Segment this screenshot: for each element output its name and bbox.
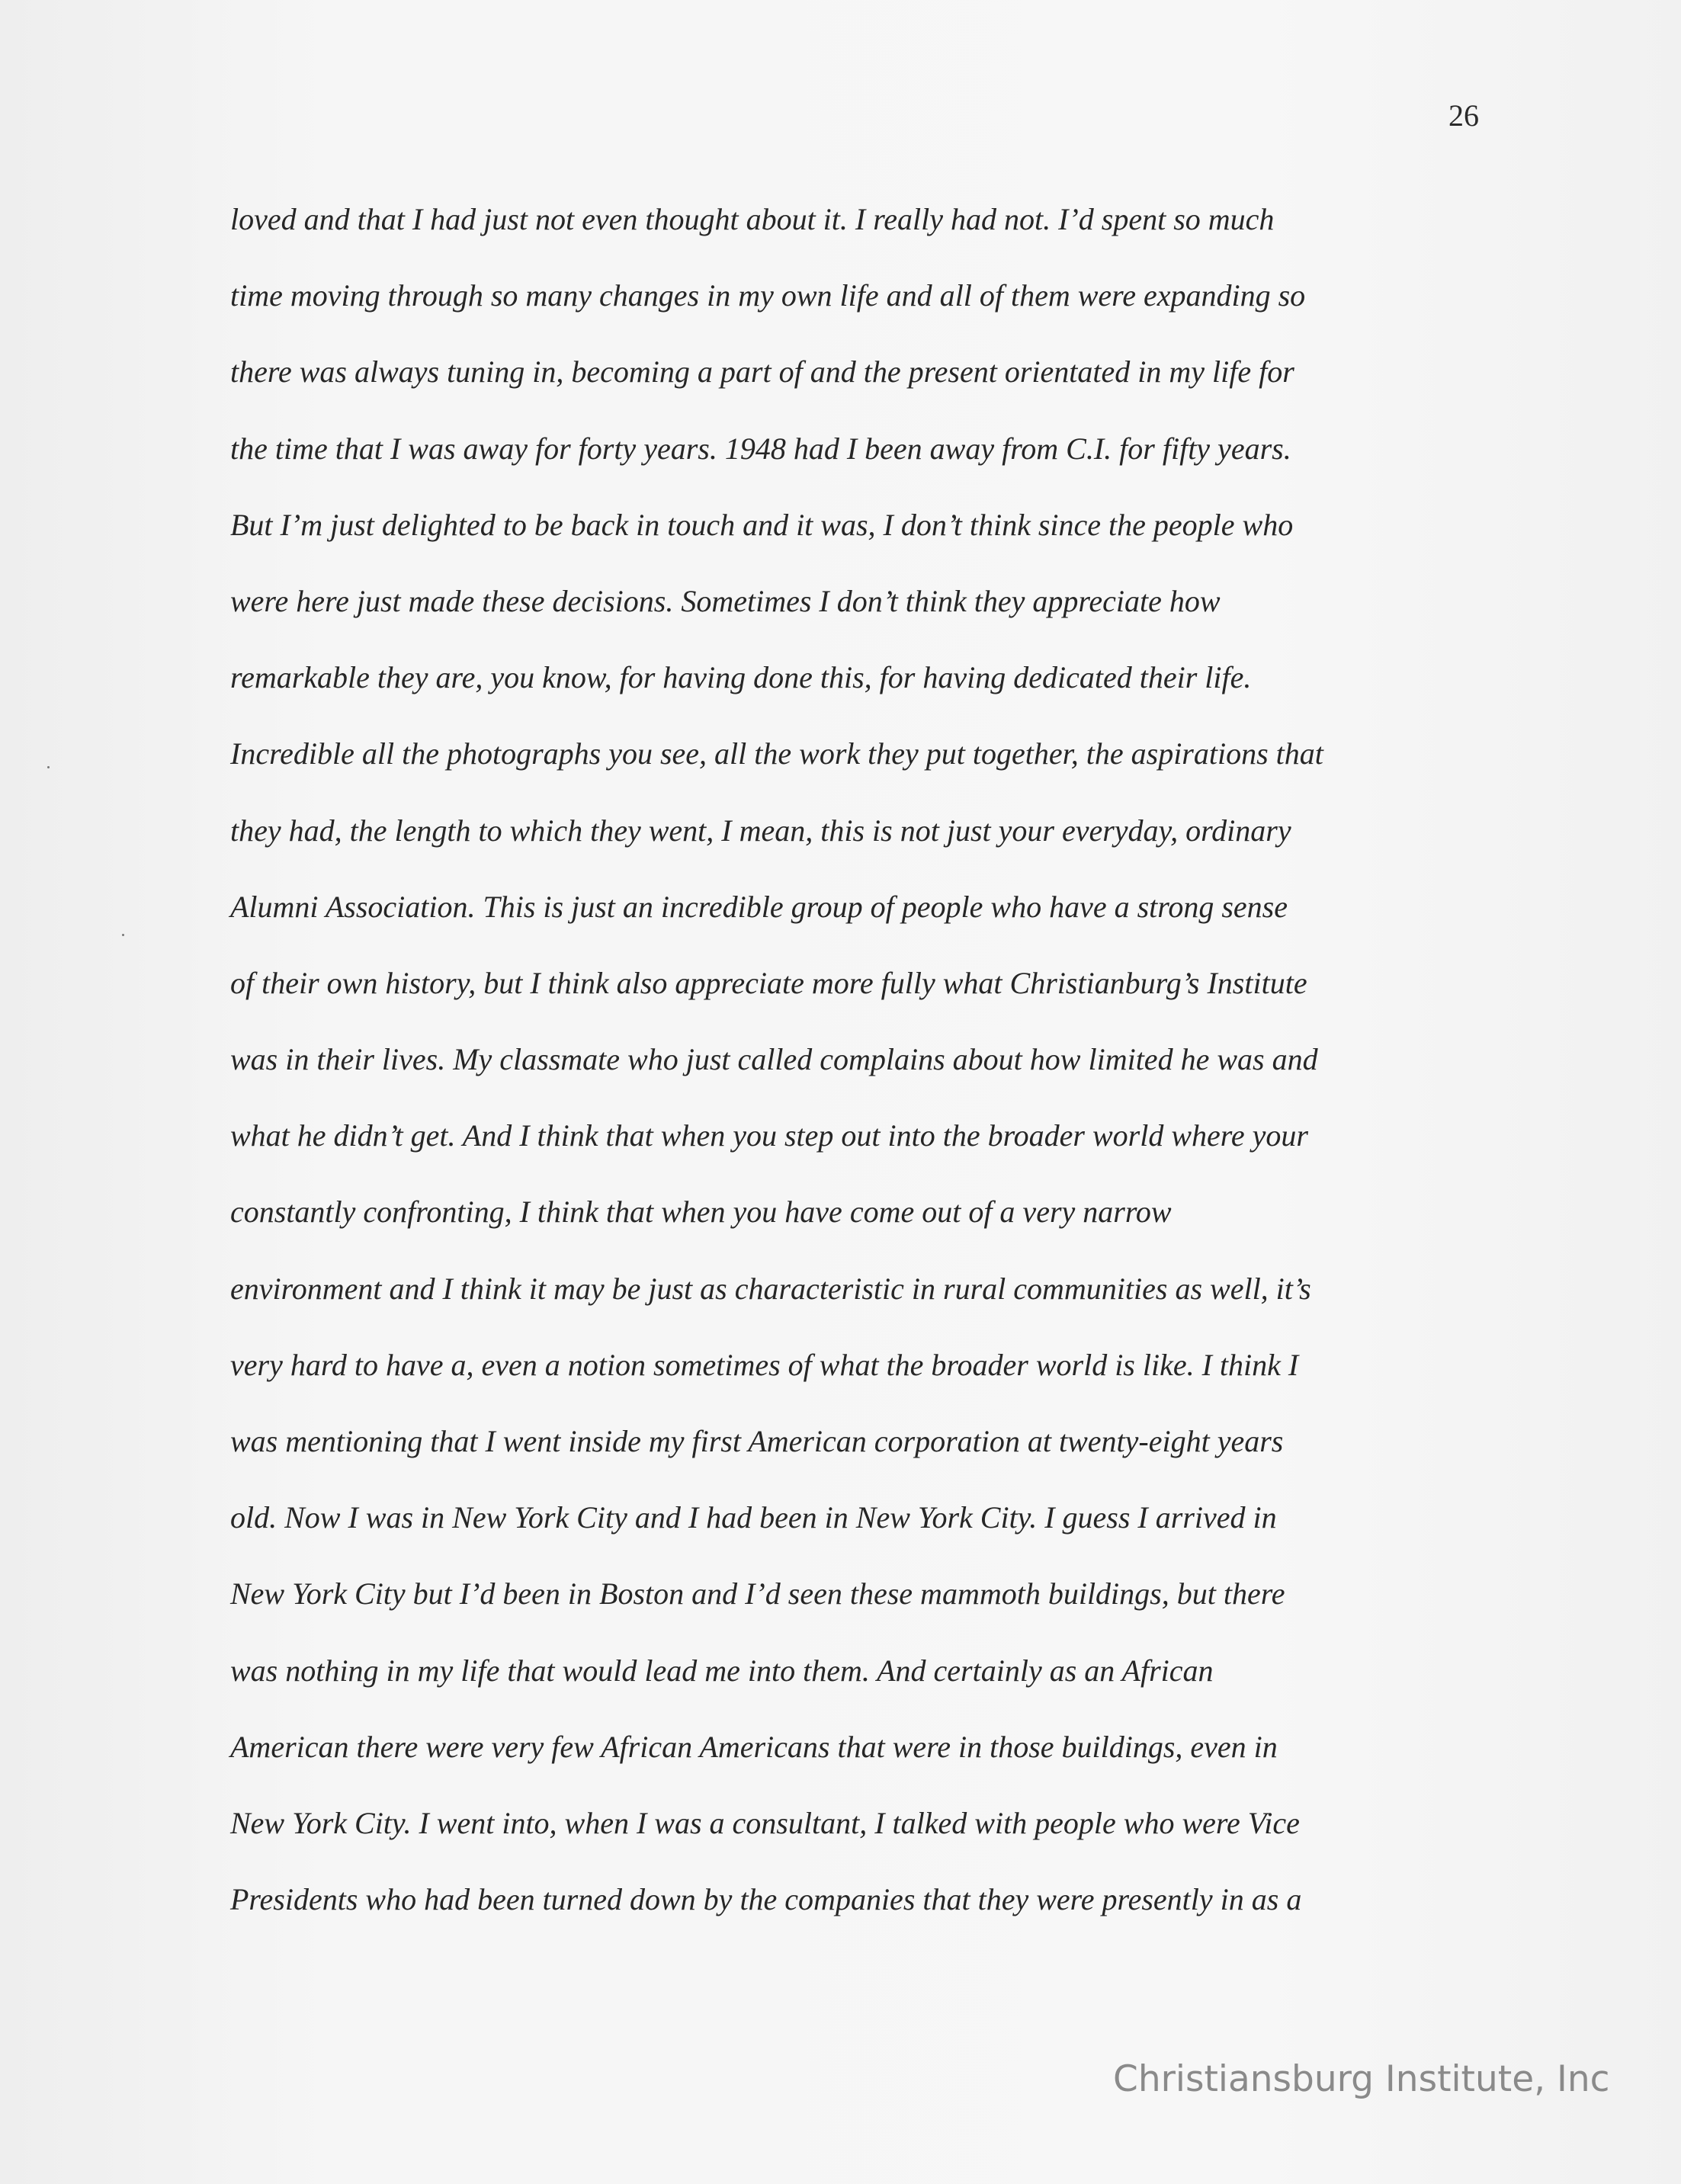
text-line: was nothing in my life that would lead me into them. And certainly as an African <box>230 1653 1214 1688</box>
text-line: was in their lives. My classmate who just called complains about how limited he was and <box>230 1042 1318 1077</box>
text-line: there was always tuning in, becoming a part of and the present orientated in my life for <box>230 354 1294 390</box>
text-line: old. Now I was in New York City and I had been in New York City. I guess I arrived in <box>230 1500 1277 1535</box>
text-line: was mentioning that I went inside my first American corporation at twenty-eight years <box>230 1424 1284 1458</box>
text-line: time moving through so many changes in my own life and all of them were expanding so <box>230 278 1306 313</box>
paper-speck <box>122 934 124 936</box>
page-number: 26 <box>1448 98 1479 133</box>
watermark: Christiansburg Institute, Inc <box>1113 2058 1610 2100</box>
text-line: Alumni Association. This is just an incredible group of people who have a strong sense <box>230 889 1288 924</box>
text-line: Presidents who had been turned down by the companies that they were presently in as a <box>230 1882 1302 1917</box>
text-line: Incredible all the photographs you see, all the work they put together, the aspirations that <box>230 736 1323 771</box>
transcript-body <box>230 197 1465 1953</box>
text-line: American there were very few African Americans that were in those buildings, even in <box>230 1729 1278 1764</box>
text-line: constantly confronting, I think that when you have come out of a very narrow <box>230 1195 1172 1230</box>
paper-speck <box>47 766 50 768</box>
text-line: remarkable they are, you know, for having done this, for having dedicated their life. <box>230 660 1252 695</box>
text-line: But I’m just delighted to be back in touch and it was, I don’t think since the people who <box>230 507 1294 542</box>
text-line: what he didn’t get. And I think that when you step out into the broader world where your <box>230 1118 1308 1153</box>
text-line: they had, the length to which they went, I mean, this is not just your everyday, ordinary <box>230 813 1291 848</box>
text-line: New York City. I went into, when I was a consultant, I talked with people who were Vice <box>230 1805 1300 1840</box>
text-line: environment and I think it may be just as characteristic in rural communities as well, it’s <box>230 1271 1311 1306</box>
text-line: loved and that I had just not even thought about it. I really had not. I’d spent so much <box>230 202 1275 236</box>
text-line: the time that I was away for forty years. 1948 had I been away from C.I. for fifty years. <box>230 431 1291 466</box>
text-line: of their own history, but I think also appreciate more fully what Christianburg’s Institute <box>230 965 1307 1000</box>
text-line: very hard to have a, even a notion sometimes of what the broader world is like. I think I <box>230 1347 1299 1382</box>
text-line: New York City but I’d been in Boston and I’d seen these mammoth buildings, but there <box>230 1576 1285 1612</box>
text-line: were here just made these decisions. Sometimes I don’t think they appreciate how <box>230 583 1221 618</box>
